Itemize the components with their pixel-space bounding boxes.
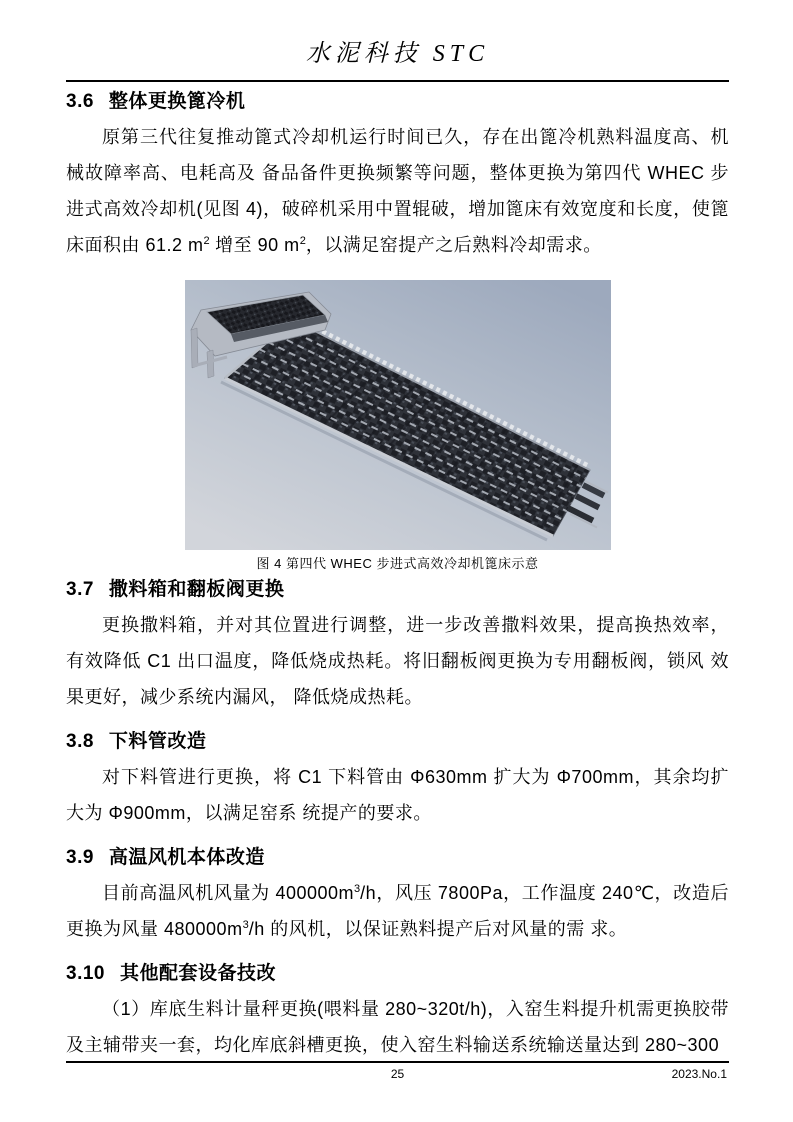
page-footer xyxy=(66,1061,729,1082)
section-number: 3.6 xyxy=(66,91,94,112)
section-heading-3-6 xyxy=(66,89,729,115)
section-title: 撒料箱和翻板阀更换 xyxy=(108,579,285,600)
section-number: 3.9 xyxy=(66,847,94,868)
figure-caption: 图 4 第四代 WHEC 步进式高效冷却机篦床示意 xyxy=(256,556,539,571)
paragraph-text: （1）库底生料计量秤更换(喂料量 280~320t/h)，入窑生料提升机需更换胶带及主辅带夹一套，均化库底斜槽更换，使入窑生料输送系统输送量达到 280~300 xyxy=(66,999,729,1055)
footer-rule xyxy=(66,1061,729,1063)
issue-label: 2023.No.1 xyxy=(671,1067,727,1081)
figure-4 xyxy=(185,280,611,550)
paragraph-3-9 xyxy=(66,875,729,947)
section-title: 下料管改造 xyxy=(108,731,207,752)
paragraph-text: 目前高温风机风量为 400000m xyxy=(102,883,355,903)
paragraph-3-10 xyxy=(66,991,729,1063)
paragraph-text: 更换撒料箱，并对其位置进行调整，进一步改善撒料效果，提高换热效率，有效降低 C1 出口温度，降低烧成热耗。将旧翻板阀更换为专用翻板阀，锁风 效果更好，减少系统内漏风， 降低烧成热耗。 xyxy=(66,615,729,707)
superscript: 3 xyxy=(242,919,249,931)
footer-row xyxy=(66,1066,729,1082)
section-number: 3.8 xyxy=(66,731,94,752)
paragraph-3-7 xyxy=(66,607,729,715)
grate-cooler-3d-render xyxy=(185,280,611,550)
header-rule xyxy=(66,80,729,82)
section-heading-3-8 xyxy=(66,729,729,755)
paragraph-3-8 xyxy=(66,759,729,831)
superscript: 2 xyxy=(203,235,210,247)
paragraph-text: 增至 90 m xyxy=(209,235,300,255)
superscript: 3 xyxy=(354,883,361,895)
paragraph-text: /h 的风机，以保证熟料提产后对风量的需 求。 xyxy=(248,919,628,939)
paragraph-text: /h，风压 7800Pa，工作温度 240℃，改造后更换为风量 480000m xyxy=(66,883,729,939)
section-title: 其他配套设备技改 xyxy=(119,963,276,984)
section-heading-3-9 xyxy=(66,845,729,871)
section-title: 高温风机本体改造 xyxy=(108,847,265,868)
section-heading-3-10 xyxy=(66,961,729,987)
page-number: 25 xyxy=(390,1067,405,1081)
section-heading-3-7 xyxy=(66,577,729,603)
journal-title: 水泥科技 STC xyxy=(305,41,490,67)
section-number: 3.7 xyxy=(66,579,94,600)
superscript: 2 xyxy=(299,235,306,247)
paragraph-text: 原第三代往复推动篦式冷却机运行时间已久，存在出篦冷机熟料温度高、机械故障率高、电耗高及 备品备件更换频繁等问题，整体更换为第四代 WHEC 步进式高效冷却机(见图 4)，破碎机采用中置辊破，增加篦床有效宽度和长度，使篦床面积由 61.2 m xyxy=(66,127,729,255)
paragraph-text: 对下料管进行更换，将 C1 下料管由 Φ630mm 扩大为 Φ700mm，其余均扩大为 Φ900mm，以满足窑系 统提产的要求。 xyxy=(66,767,729,823)
section-title: 整体更换篦冷机 xyxy=(108,91,246,112)
paragraph-text: ，以满足窑提产之后熟料冷却需求。 xyxy=(305,235,602,255)
paragraph-3-6 xyxy=(66,119,729,263)
section-number: 3.10 xyxy=(66,963,105,984)
